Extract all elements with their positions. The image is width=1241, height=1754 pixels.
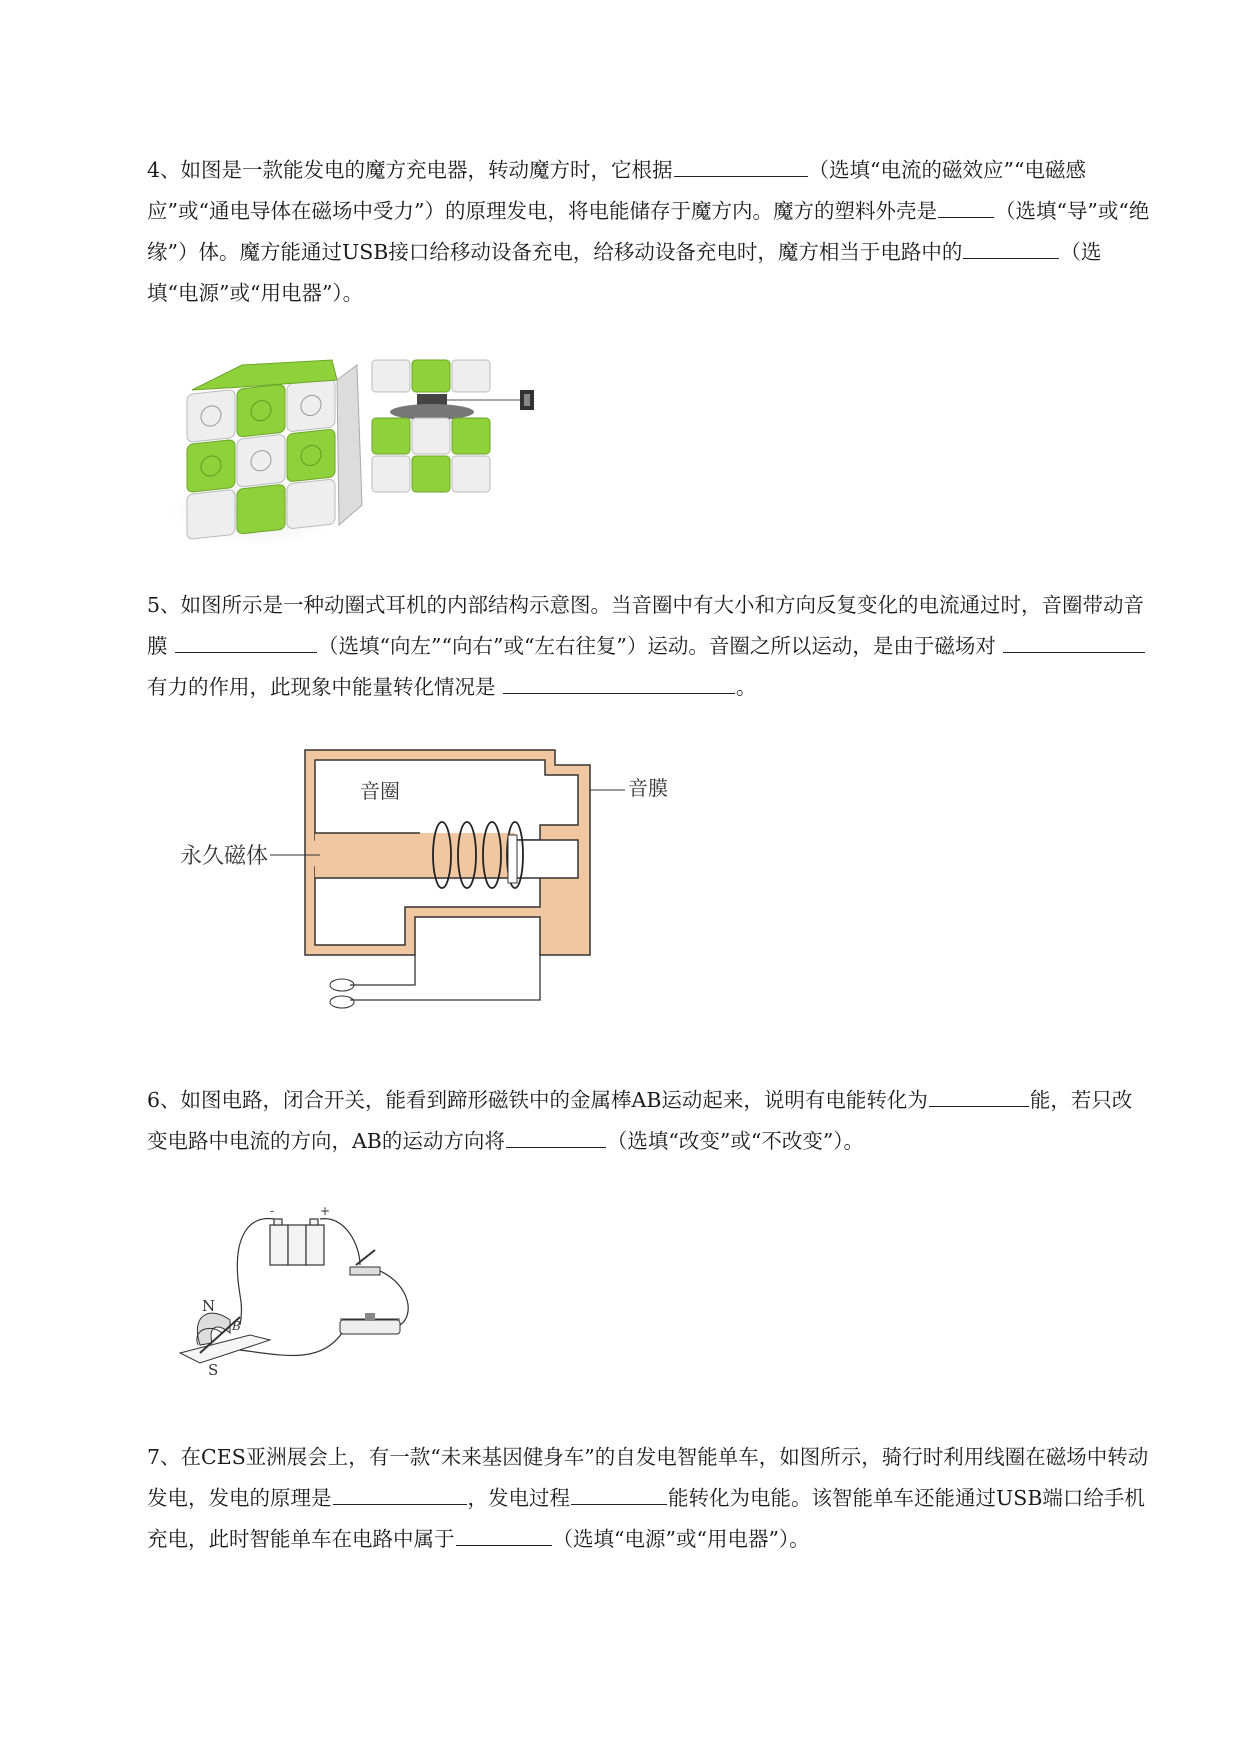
q6-text-3: （选填“改变”或“不改变”）。 [606,1129,865,1153]
q4-text-2: （选填“电流的磁效应”“电磁感应”或“通电导体在磁场中受力”）的原理发电，将电能储存于魔方内。魔方的塑料外壳是 [147,158,1086,223]
label-plus: + [320,1204,331,1218]
question-4 [147,150,1152,314]
q4-text-4: （选填“电源”或“用电器”）。 [147,240,1102,305]
q5-figure-headphone [170,745,668,1015]
q5-text-2: （选填“向左”“向右”或“左右往复”）运动。音圈之所以运动，是由于磁场对 [318,634,1003,658]
q7-text-3: 能转化为电能。该智能单车还能通过USB端口给手机充电，此时智能单车在电路中属于 [147,1486,1145,1551]
label-coil: 音圈 [360,779,400,803]
q6-blank-1[interactable] [929,1084,1029,1107]
label-diaphragm: 音膜 [628,776,668,800]
label-rod-b: B [232,1319,241,1333]
q7-blank-3[interactable] [456,1523,552,1546]
q4-blank-1[interactable] [674,154,808,177]
q7-text-4: （选填“电源”或“用电器”）。 [552,1527,810,1551]
q7-blank-2[interactable] [571,1482,667,1505]
q6-text-1: 6、如图电路，闭合开关，能看到蹄形磁铁中的金属棒AB运动起来，说明有电能转化为 [147,1088,928,1112]
q7-text-2: ，发电过程 [467,1486,570,1510]
q6-blank-2[interactable] [506,1125,606,1148]
q5-text-4: 。 [736,675,757,699]
q5-text-3: 有力的作用，此现象中能量转化情况是 [147,675,503,699]
q4-blank-3[interactable] [963,236,1059,259]
q4-figure-cube-charger [172,355,562,545]
q6-figure-circuit [170,1205,440,1380]
q6-text-2: 能，若只改变电路中电流的方向，AB的运动方向将 [147,1088,1133,1153]
q5-text-1: 5、如图所示是一种动圈式耳机的内部结构示意图。当音圈中有大小和方向反复变化的电流通过时，音圈带动音膜 [147,593,1145,658]
label-magnet: 永久磁体 [180,844,269,869]
question-5 [147,585,1152,708]
q4-text-1: 4、如图是一款能发电的魔方充电器，转动魔方时，它根据 [147,158,673,182]
label-minus: - [270,1204,275,1218]
question-7 [147,1437,1152,1560]
q7-text-1: 7、在CES亚洲展会上，有一款“未来基因健身车”的自发电智能单车，如图所示，骑行时利用线圈在磁场中转动发电，发电的原理是 [147,1445,1149,1510]
q7-blank-1[interactable] [333,1482,467,1505]
q5-blank-1[interactable] [175,630,317,653]
label-north: N [202,1297,216,1315]
question-6 [147,1080,1152,1162]
q4-text-3: （选填“导”或“绝缘”）体。魔方能通过USB接口给移动设备充电，给移动设备充电时，魔方相当于电路中的 [147,199,1150,264]
label-south: S [208,1361,219,1379]
q5-blank-2[interactable] [1003,630,1145,653]
q5-blank-3[interactable] [503,671,735,694]
q4-blank-2[interactable] [938,195,994,218]
